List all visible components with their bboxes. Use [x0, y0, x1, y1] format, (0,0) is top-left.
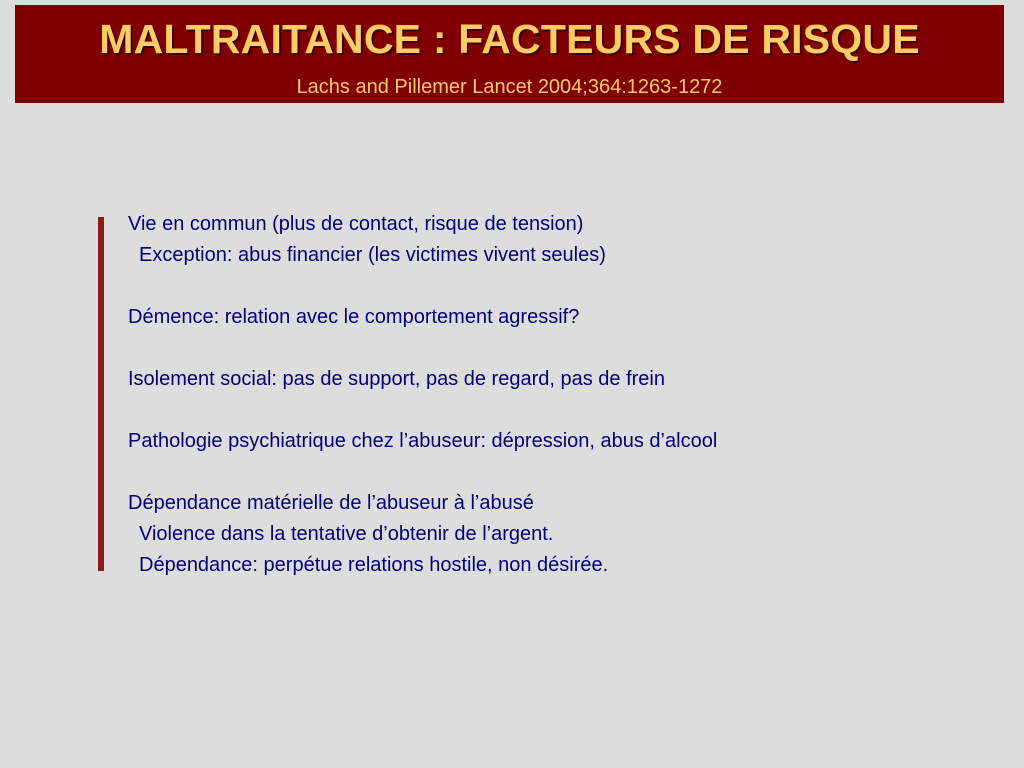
text-line-social-isolation: Isolement social: pas de support, pas de regard, pas de frein — [128, 368, 665, 390]
text-line-psychiatric-pathology: Pathologie psychiatrique chez l’abuseur: dépression, abus d’alcool — [128, 430, 718, 452]
text-line-violence-money: Violence dans la tentative d’obtenir de l’argent. — [139, 523, 554, 545]
slide-subtitle-citation: Lachs and Pillemer Lancet 2004;364:1263-1272 — [296, 76, 723, 98]
slide-title: MALTRAITANCE : FACTEURS DE RISQUE — [99, 16, 920, 62]
blank-line — [128, 333, 988, 364]
text-line-dementia: Démence: relation avec le comportement agressif? — [128, 306, 580, 328]
vertical-accent-bar — [98, 217, 104, 571]
blank-line — [128, 271, 988, 302]
text-line-dependence-hostile: Dépendance: perpétue relations hostile, non désirée. — [139, 554, 609, 576]
text-line-material-dependence: Dépendance matérielle de l’abuseur à l’abusé — [128, 492, 534, 514]
risk-factor-list — [128, 209, 988, 581]
blank-line — [128, 457, 988, 488]
blank-line — [128, 395, 988, 426]
text-line-shared-living: Vie en commun (plus de contact, risque de tension) — [128, 213, 584, 235]
title-banner — [15, 5, 1004, 103]
text-line-financial-exception: Exception: abus financier (les victimes vivent seules) — [139, 244, 606, 266]
